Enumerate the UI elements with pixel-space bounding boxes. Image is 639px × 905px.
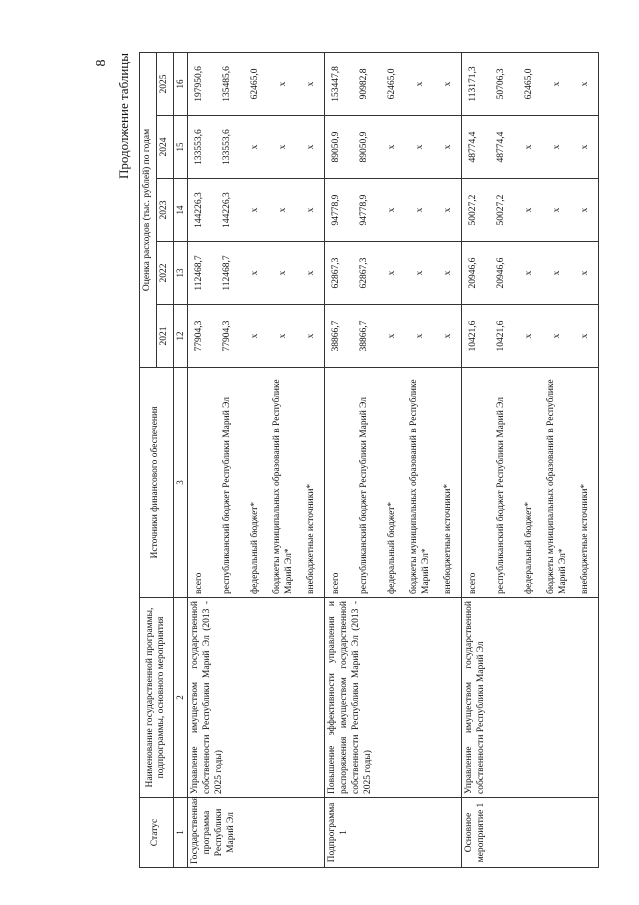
year-values: [188, 52, 325, 115]
value-cell: x: [524, 207, 535, 213]
row-sources: [325, 368, 462, 598]
value-cell: x: [250, 333, 261, 339]
year-values: [462, 242, 599, 305]
column-number: 3: [173, 368, 187, 598]
value-cell: x: [387, 207, 398, 213]
value-cell: 90982,8: [359, 68, 370, 100]
header-year: 2021: [156, 305, 173, 368]
source-label: внебюджетные источники*: [580, 483, 591, 594]
row-name: Повышение эффективности управления и распоряжения имуществом государственной собственности Республики Марий Эл (2013 - 2025 годы): [325, 598, 462, 798]
header-year: 2023: [156, 179, 173, 242]
value-cell: x: [387, 333, 398, 339]
header-year: 2024: [156, 116, 173, 179]
source-label: всего: [194, 572, 205, 594]
year-values: [325, 52, 462, 115]
table-row: [325, 52, 462, 867]
value-cell: x: [580, 270, 591, 276]
source-label: внебюджетные источники*: [306, 483, 317, 594]
header-sources: Источники финансового обеспечения: [140, 368, 174, 598]
value-cell: 48774,4: [468, 131, 479, 163]
year-values: [462, 52, 599, 115]
value-cell: x: [415, 270, 426, 276]
year-values: [188, 116, 325, 179]
value-cell: 197950,6: [194, 66, 205, 102]
value-cell: 62867,3: [331, 257, 342, 289]
funding-table: [139, 52, 599, 868]
row-status: Подпрограмма 1: [325, 798, 462, 868]
header-year: 2025: [156, 52, 173, 115]
row-name: Управление имуществом государственной собственности Республики Марий Эл: [462, 598, 599, 798]
column-number: 14: [173, 179, 187, 242]
value-cell: x: [443, 81, 454, 87]
year-values: [325, 242, 462, 305]
value-cell: 20946,6: [468, 257, 479, 289]
value-cell: 112468,7: [194, 255, 205, 291]
page-number: 8: [94, 59, 109, 67]
header-name: Наименование государственной программы, подпрограммы, основного мероприятия: [140, 598, 174, 798]
source-label: республиканский бюджет Республики Марий Эл: [359, 396, 370, 594]
value-cell: 153447,8: [331, 66, 342, 102]
value-cell: 38866,7: [331, 320, 342, 352]
value-cell: 48774,4: [496, 131, 507, 163]
value-cell: 62465,0: [524, 68, 535, 100]
value-cell: 77904,3: [194, 320, 205, 352]
value-cell: 50027,2: [468, 194, 479, 226]
value-cell: x: [443, 144, 454, 150]
source-label: бюджеты муниципальных образований в Республике Марий Эл*: [546, 379, 568, 594]
value-cell: x: [415, 144, 426, 150]
value-cell: 77904,3: [222, 320, 233, 352]
value-cell: 38866,7: [359, 320, 370, 352]
row-sources: [462, 368, 599, 598]
value-cell: x: [580, 81, 591, 87]
value-cell: 62465,0: [250, 68, 261, 100]
source-label: федеральный бюджет*: [524, 501, 535, 594]
value-cell: x: [443, 207, 454, 213]
value-cell: x: [250, 207, 261, 213]
year-values: [188, 179, 325, 242]
value-cell: x: [250, 144, 261, 150]
row-name: Управление имуществом государственной собственности Республики Марий Эл (2013 - 2025 годы): [188, 598, 325, 798]
value-cell: 50027,2: [496, 194, 507, 226]
value-cell: 62465,0: [387, 68, 398, 100]
value-cell: 10421,6: [468, 320, 479, 352]
value-cell: x: [415, 333, 426, 339]
value-cell: x: [552, 270, 563, 276]
year-values: [462, 116, 599, 179]
value-cell: x: [306, 333, 317, 339]
value-cell: x: [387, 270, 398, 276]
value-cell: x: [580, 333, 591, 339]
value-cell: 133553,6: [222, 129, 233, 165]
year-values: [325, 179, 462, 242]
value-cell: x: [278, 333, 289, 339]
source-label: всего: [331, 572, 342, 594]
column-number: 2: [173, 598, 187, 798]
value-cell: 94778,9: [359, 194, 370, 226]
header-estimate: Оценка расходов (тыс. рублей) по годам: [140, 52, 157, 367]
continuation-label: Продолжение таблицы: [116, 53, 131, 179]
value-cell: x: [443, 333, 454, 339]
header-year: 2022: [156, 242, 173, 305]
column-number: 12: [173, 305, 187, 368]
table-row: [188, 52, 325, 867]
value-cell: x: [524, 144, 535, 150]
value-cell: x: [580, 144, 591, 150]
value-cell: 112468,7: [222, 255, 233, 291]
source-label: бюджеты муниципальных образований в Республике Марий Эл*: [272, 379, 294, 594]
year-values: [325, 116, 462, 179]
value-cell: x: [278, 207, 289, 213]
value-cell: 135485,6: [222, 66, 233, 102]
row-status: Государственная программа Республики Марий Эл: [188, 798, 325, 868]
value-cell: 144226,3: [194, 192, 205, 228]
column-number: 15: [173, 116, 187, 179]
value-cell: x: [552, 207, 563, 213]
value-cell: x: [306, 270, 317, 276]
value-cell: x: [552, 144, 563, 150]
value-cell: x: [443, 270, 454, 276]
column-number: 16: [173, 52, 187, 115]
value-cell: x: [278, 81, 289, 87]
source-label: республиканский бюджет Республики Марий Эл: [222, 396, 233, 594]
value-cell: 62867,3: [359, 257, 370, 289]
year-values: [462, 305, 599, 368]
header-status: Статус: [140, 798, 174, 868]
value-cell: 144226,3: [222, 192, 233, 228]
value-cell: 20946,6: [496, 257, 507, 289]
value-cell: 50706,3: [496, 68, 507, 100]
column-number: 1: [173, 798, 187, 868]
row-status: Основное мероприятие 1: [462, 798, 599, 868]
year-values: [325, 305, 462, 368]
value-cell: x: [415, 81, 426, 87]
source-label: бюджеты муниципальных образований в Республике Марий Эл*: [409, 379, 431, 594]
source-label: республиканский бюджет Республики Марий Эл: [496, 396, 507, 594]
value-cell: x: [250, 270, 261, 276]
value-cell: x: [580, 207, 591, 213]
source-label: внебюджетные источники*: [443, 483, 454, 594]
year-values: [462, 179, 599, 242]
row-sources: [188, 368, 325, 598]
source-label: всего: [468, 572, 479, 594]
value-cell: 133553,6: [194, 129, 205, 165]
value-cell: 89050,9: [359, 131, 370, 163]
rotated-landscape-content: [94, 53, 591, 868]
value-cell: x: [306, 144, 317, 150]
value-cell: x: [524, 270, 535, 276]
year-values: [188, 242, 325, 305]
value-cell: x: [306, 81, 317, 87]
value-cell: x: [552, 333, 563, 339]
source-label: федеральный бюджет*: [250, 501, 261, 594]
value-cell: x: [552, 81, 563, 87]
year-values: [188, 305, 325, 368]
source-label: федеральный бюджет*: [387, 501, 398, 594]
value-cell: 10421,6: [496, 320, 507, 352]
value-cell: 89050,9: [331, 131, 342, 163]
value-cell: x: [278, 144, 289, 150]
value-cell: x: [306, 207, 317, 213]
value-cell: x: [387, 144, 398, 150]
value-cell: x: [524, 333, 535, 339]
value-cell: 94778,9: [331, 194, 342, 226]
value-cell: 113171,3: [468, 66, 479, 102]
value-cell: x: [278, 270, 289, 276]
column-number: 13: [173, 242, 187, 305]
table-row: [462, 52, 599, 867]
value-cell: x: [415, 207, 426, 213]
